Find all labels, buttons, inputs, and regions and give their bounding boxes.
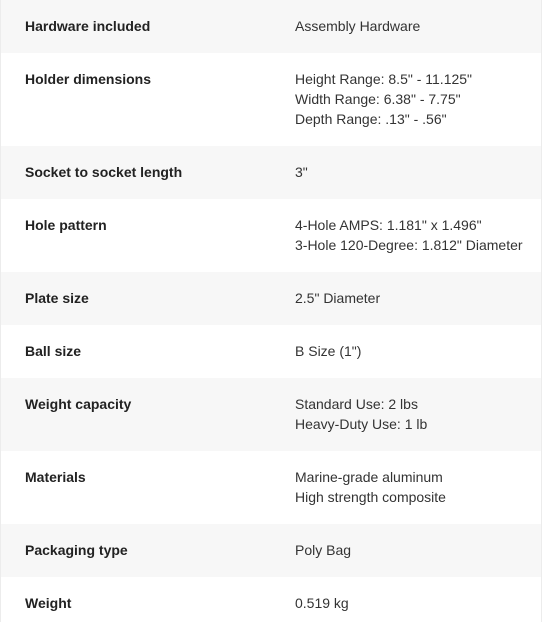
spec-label: Holder dimensions — [25, 71, 152, 87]
spec-values — [271, 215, 541, 255]
spec-row-ball-size — [1, 325, 541, 378]
spec-label: Weight — [25, 595, 72, 611]
spec-value: Heavy-Duty Use: 1 lb — [295, 416, 428, 432]
spec-values — [271, 341, 541, 361]
spec-row-weight — [1, 577, 541, 622]
spec-value: Depth Range: .13" - .56" — [295, 111, 447, 127]
spec-value: 3-Hole 120-Degree: 1.812" Diameter — [295, 237, 523, 253]
spec-row-hole-pattern — [1, 199, 541, 272]
spec-row-weight-capacity — [1, 378, 541, 451]
spec-label: Plate size — [25, 290, 89, 306]
spec-label: Weight capacity — [25, 396, 132, 412]
spec-value: 0.519 kg — [295, 595, 349, 611]
spec-value: 3" — [295, 164, 308, 180]
spec-row-holder-dimensions — [1, 53, 541, 146]
spec-values — [271, 467, 541, 507]
spec-value: Height Range: 8.5" - 11.125" — [295, 71, 473, 87]
spec-values — [271, 69, 541, 129]
spec-value: Standard Use: 2 lbs — [295, 396, 418, 412]
spec-value: Assembly Hardware — [295, 18, 421, 34]
spec-values — [271, 16, 541, 36]
spec-row-hardware-included — [1, 0, 541, 53]
spec-row-plate-size — [1, 272, 541, 325]
spec-label: Hole pattern — [25, 217, 107, 233]
spec-value: 2.5" Diameter — [295, 290, 381, 306]
spec-values — [271, 593, 541, 613]
spec-values — [271, 540, 541, 560]
spec-values — [271, 162, 541, 182]
spec-label: Materials — [25, 469, 86, 485]
spec-value: 4-Hole AMPS: 1.181" x 1.496" — [295, 217, 482, 233]
spec-label: Hardware included — [25, 18, 151, 34]
spec-label: Socket to socket length — [25, 164, 183, 180]
spec-row-materials — [1, 451, 541, 524]
spec-label: Packaging type — [25, 542, 128, 558]
spec-value: B Size (1") — [295, 343, 362, 359]
spec-value: Marine-grade aluminum — [295, 469, 443, 485]
spec-values — [271, 288, 541, 308]
spec-label: Ball size — [25, 343, 82, 359]
spec-values — [271, 394, 541, 434]
spec-value: High strength composite — [295, 489, 446, 505]
spec-value: Poly Bag — [295, 542, 352, 558]
spec-row-socket-to-socket-length — [1, 146, 541, 199]
spec-row-packaging-type — [1, 524, 541, 577]
spec-value: Width Range: 6.38" - 7.75" — [295, 91, 461, 107]
